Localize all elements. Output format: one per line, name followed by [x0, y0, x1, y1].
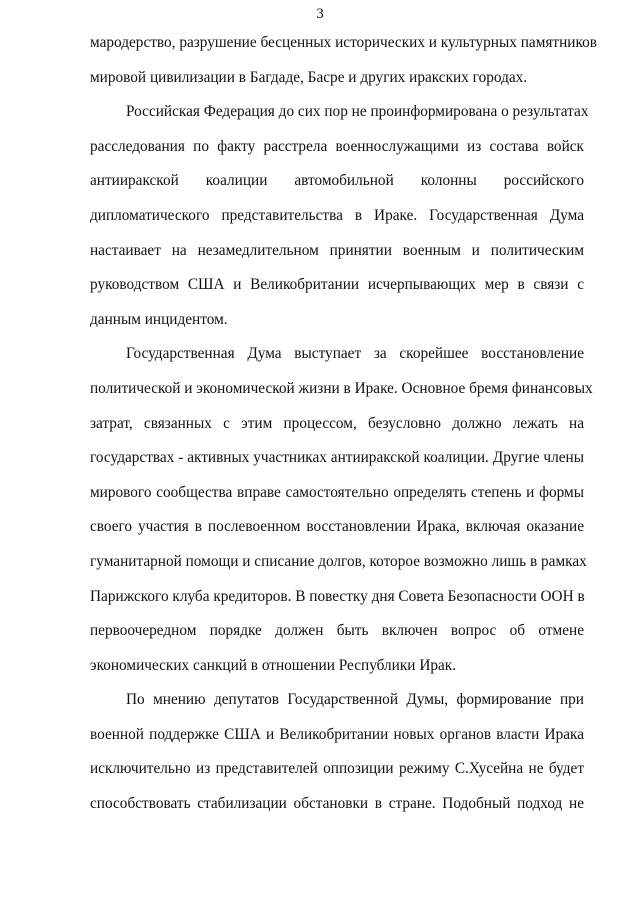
text-line: своего участия в послевоенном восстановлении Ирака, включая оказание: [90, 518, 584, 536]
text-line: дипломатического представительства в Ираке. Государственная Дума: [90, 206, 584, 224]
text-line: антииракской коалиции автомобильной колонны российского: [90, 172, 584, 190]
text-line: Парижского клуба кредиторов. В повестку дня Совета Безопасности ООН в: [90, 587, 585, 605]
page-number: 3: [316, 6, 324, 22]
paragraph-4: [90, 683, 584, 821]
text-line: первоочередном порядке должен быть включен вопрос об отмене: [90, 622, 584, 640]
text-line: государствах - активных участниках антииракской коалиции. Другие члены: [90, 449, 584, 467]
text-line: настаивает на незамедлительном принятии военным и политическим: [90, 241, 584, 259]
text-line: политической и экономической жизни в Ираке. Основное бремя финансовых: [90, 379, 593, 397]
text-line: мародерство, разрушение бесценных исторических и культурных памятников: [90, 34, 598, 51]
text-line: мирового сообщества вправе самостоятельно определять степень и формы: [90, 483, 584, 501]
text-line: способствовать стабилизации обстановки в стране. Подобный подход не: [90, 795, 584, 813]
paragraph-2: [90, 95, 589, 337]
document-body: [90, 26, 598, 822]
text-line: исключительно из представителей оппозиции режиму С.Хусейна не будет: [90, 760, 584, 778]
paragraph-3: [90, 337, 593, 683]
text-line: гуманитарной помощи и списание долгов, которое возможно лишь в рамках: [90, 552, 587, 570]
paragraph-1: [90, 26, 598, 95]
text-line: экономических санкций в отношении Республики Ирак.: [90, 656, 457, 674]
text-line: руководством США и Великобритании исчерпывающих мер в связи с: [90, 276, 584, 294]
text-line: расследования по факту расстрела военнослужащими из состава войск: [90, 137, 584, 155]
text-line: данным инцидентом.: [90, 310, 228, 328]
text-line: Государственная Дума выступает за скорейшее восстановление: [126, 345, 584, 363]
text-line: затрат, связанных с этим процессом, безусловно должно лежать на: [90, 414, 584, 432]
text-line: По мнению депутатов Государственной Думы, формирование при: [126, 691, 584, 709]
text-line: мировой цивилизации в Багдаде, Басре и других иракских городах.: [90, 68, 528, 86]
text-line: Российская Федерация до сих пор не проинформирована о результатах: [126, 103, 589, 121]
text-line: военной поддержке США и Великобритании новых органов власти Ирака: [90, 725, 584, 743]
